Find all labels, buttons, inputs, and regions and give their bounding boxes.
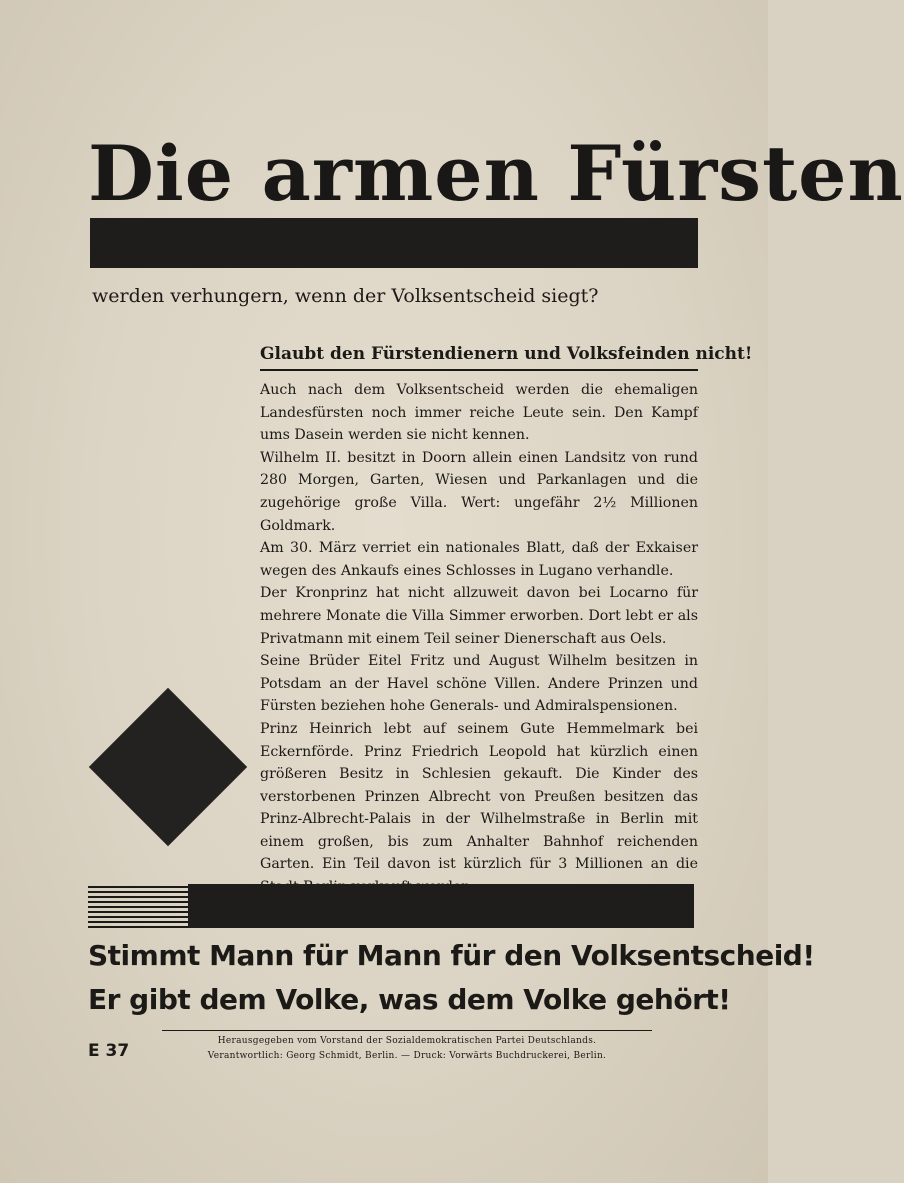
slogan-line-2: Er gibt dem Volke, was dem Volke gehört! [88, 983, 731, 1016]
paragraph-6: Prinz Heinrich lebt auf seinem Gute Hemmelmark bei Eckernförde. Prinz Friedrich Leopold hat kürzlich einen größeren Besitz in Schlesien gekauft. Die Kinder des verstorbenen Prinzen Albrecht von Preußen besitzen das Prinz-Albrecht-Palais in der Wilhelmstraße in Berlin mit einem großen, bis zum Anhalter Bahnhof reichenden Garten. Ein Teil davon ist kürzlich für 3 Millionen an die [260, 720, 698, 873]
imprint [162, 1030, 652, 1064]
paragraph-2: Wilhelm II. besitzt in Doorn allein einen Landsitz von rund 280 Morgen, Garten, Wiesen und Parkanlagen und die zugehörige große Villa. Wert: ungefähr 2½ Millionen Goldmark. [260, 449, 698, 534]
paragraph-5: Seine Brüder Eitel Fritz und August Wilhelm besitzen in Potsdam an der Havel schöne Villen. Andere Prinzen und Fürsten beziehen hohe Generals- und Admiralspensionen. [260, 653, 698, 715]
striped-divider-graphic [88, 884, 694, 928]
imprint-line-2: Verantwortlich: Georg Schmidt, Berlin. — Druck: Vorwärts Buchdruckerei, Berlin. [207, 1051, 607, 1061]
poster-subtitle: werden verhungern, wenn der Volksentscheid siegt? [92, 285, 599, 307]
title-underline-bar [90, 218, 698, 268]
striped-divider-bar [88, 884, 694, 928]
paragraph-3: Am 30. März verriet ein nationales Blatt, daß der Exkaiser wegen des Ankaufs eines Schlosses in Lugano verhandle. [260, 540, 698, 579]
slogan [88, 934, 815, 1022]
poster-code: E 37 [88, 1041, 130, 1061]
paragraph-1: Auch nach dem Volksentscheid werden die ehemaligen Landesfürsten noch immer reiche Leute sein. Den Kampf ums Dasein werden sie nicht kennen. [260, 382, 698, 444]
poster-title: Die armen Fürsten [88, 129, 904, 218]
slogan-line-1: Stimmt Mann für Mann für den Volksentscheid! [88, 939, 815, 972]
body-text-block [260, 341, 753, 899]
decorative-diamond [89, 688, 247, 846]
section-heading: Glaubt den Fürstendienern und Volksfeinden nicht! [260, 341, 698, 371]
paragraph-4: Der Kronprinz hat nicht allzuweit davon bei Locarno für mehrere Monate die Villa Simmer erworben. Dort lebt er als Privatmann mit einem Teil seiner Dienerschaft aus Oels. [260, 585, 698, 647]
imprint-line-1: Herausgegeben vom Vorstand der Sozialdemokratischen Partei Deutschlands. [217, 1036, 597, 1046]
